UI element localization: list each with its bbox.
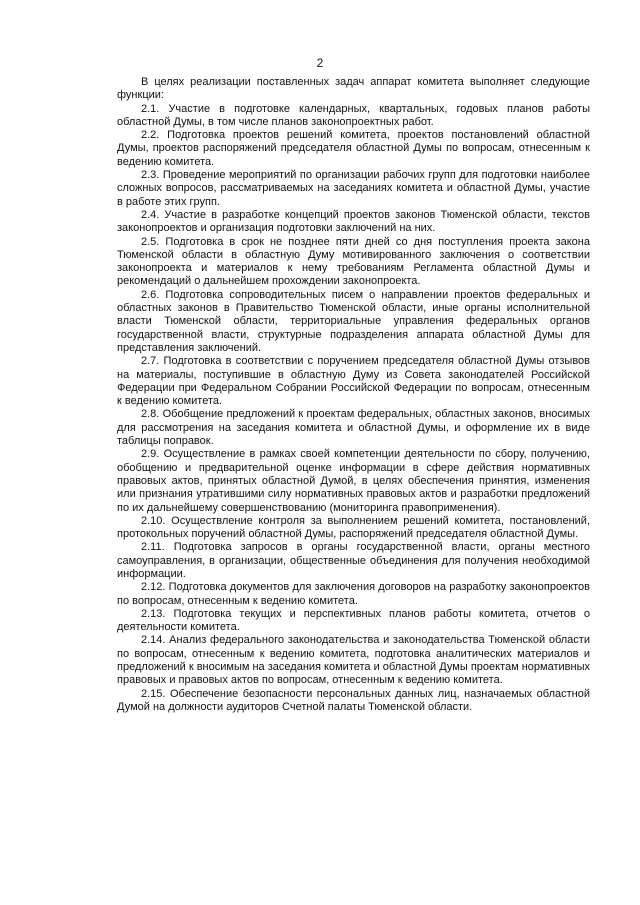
paragraph-2-6: 2.6. Подготовка сопроводительных писем о направлении проектов федеральных и областных законов в Правительство Тюменской области, иные органы исполнительной власти Тюменской области, территориальные управления федеральных органов государственной власти, структурные подразделения аппарата областной Думы для представления заключений. <box>117 288 590 354</box>
paragraph-2-5: 2.5. Подготовка в срок не позднее пяти дней со дня поступления проекта закона Тюменской области в областную Думу мотивированного заключения о соответствии законопроекта и материалов к нему требованиям Регламента областной Думы и рекомендаций о дальнейшем прохождении законопроекта. <box>117 235 590 288</box>
paragraph-2-15: 2.15. Обеспечение безопасности персональных данных лиц, назначаемых областной Думой на должности аудиторов Счетной палаты Тюменской области. <box>117 687 590 713</box>
paragraph-2-13: 2.13. Подготовка текущих и перспективных планов работы комитета, отчетов о деятельности комитета. <box>117 607 590 634</box>
paragraph-2-4: 2.4. Участие в разработке концепций проектов законов Тюменской области, текстов законопроектов и организация подготовки заключений на них. <box>117 208 590 235</box>
paragraph-2-9: 2.9. Осуществление в рамках своей компетенции деятельности по сбору, получению, обобщению и предварительной оценке информации в сфере действия нормативных правовых актов, принятых областной Думой, в целях обеспечения принятия, изменения или признания утратившими силу нормативных правовых актов и разработки предложений по их дальнейшему совершенствованию (мониторинга правоприменения). <box>117 448 590 514</box>
paragraph-2-1: 2.1. Участие в подготовке календарных, квартальных, годовых планов работы областной Думы, в том числе планов законопроектных работ. <box>117 102 590 128</box>
paragraph-2-14: 2.14. Анализ федерального законодательства и законодательства Тюменской области по вопросам, отнесенным к ведению комитета, подготовка аналитических материалов и предложений к вносимым на заседания комитета и областной Думы проектам нормативных правовых и правовых актов по вопросам, отнесенным к ведению комитета. <box>117 634 590 687</box>
paragraph-2-2: 2.2. Подготовка проектов решений комитета, проектов постановлений областной Думы, проектов распоряжений председателя областной Думы по вопросам, отнесенным к ведению комитета. <box>117 129 590 168</box>
paragraph-2-10: 2.10. Осуществление контроля за выполнением решений комитета, постановлений, протокольных поручений областной Думы, распоряжений председателя областной Думы. <box>117 514 590 541</box>
paragraph-2-8: 2.8. Обобщение предложений к проектам федеральных, областных законов, вносимых для рассмотрения на заседания комитета и областной Думы, и оформление их в виде таблицы поправок. <box>117 408 590 448</box>
intro-paragraph: В целях реализации поставленных задач аппарат комитета выполняет следующие функции: <box>117 76 590 102</box>
paragraph-2-11: 2.11. Подготовка запросов в органы государственной власти, органы местного самоуправления, в организации, общественные объединения для получения необходимой информации. <box>117 541 590 580</box>
document-body <box>117 76 590 714</box>
paragraph-2-7: 2.7. Подготовка в соответствии с поручением председателя областной Думы отзывов на материалы, поступившие в областную Думу из Совета законодателей Российской Федерации при Федеральном Собрании Российской Федерации по вопросам, отнесенным к ведению комитета. <box>117 355 590 408</box>
paragraph-2-3: 2.3. Проведение мероприятий по организации рабочих групп для подготовки наиболее сложных вопросов, рассматриваемых на заседаниях комитета и областной Думы, участие в работе этих групп. <box>117 169 590 208</box>
paragraph-2-12: 2.12. Подготовка документов для заключения договоров на разработку законопроектов по вопросам, отнесенным к ведению комитета. <box>117 581 590 607</box>
page-number: 2 <box>316 56 324 70</box>
